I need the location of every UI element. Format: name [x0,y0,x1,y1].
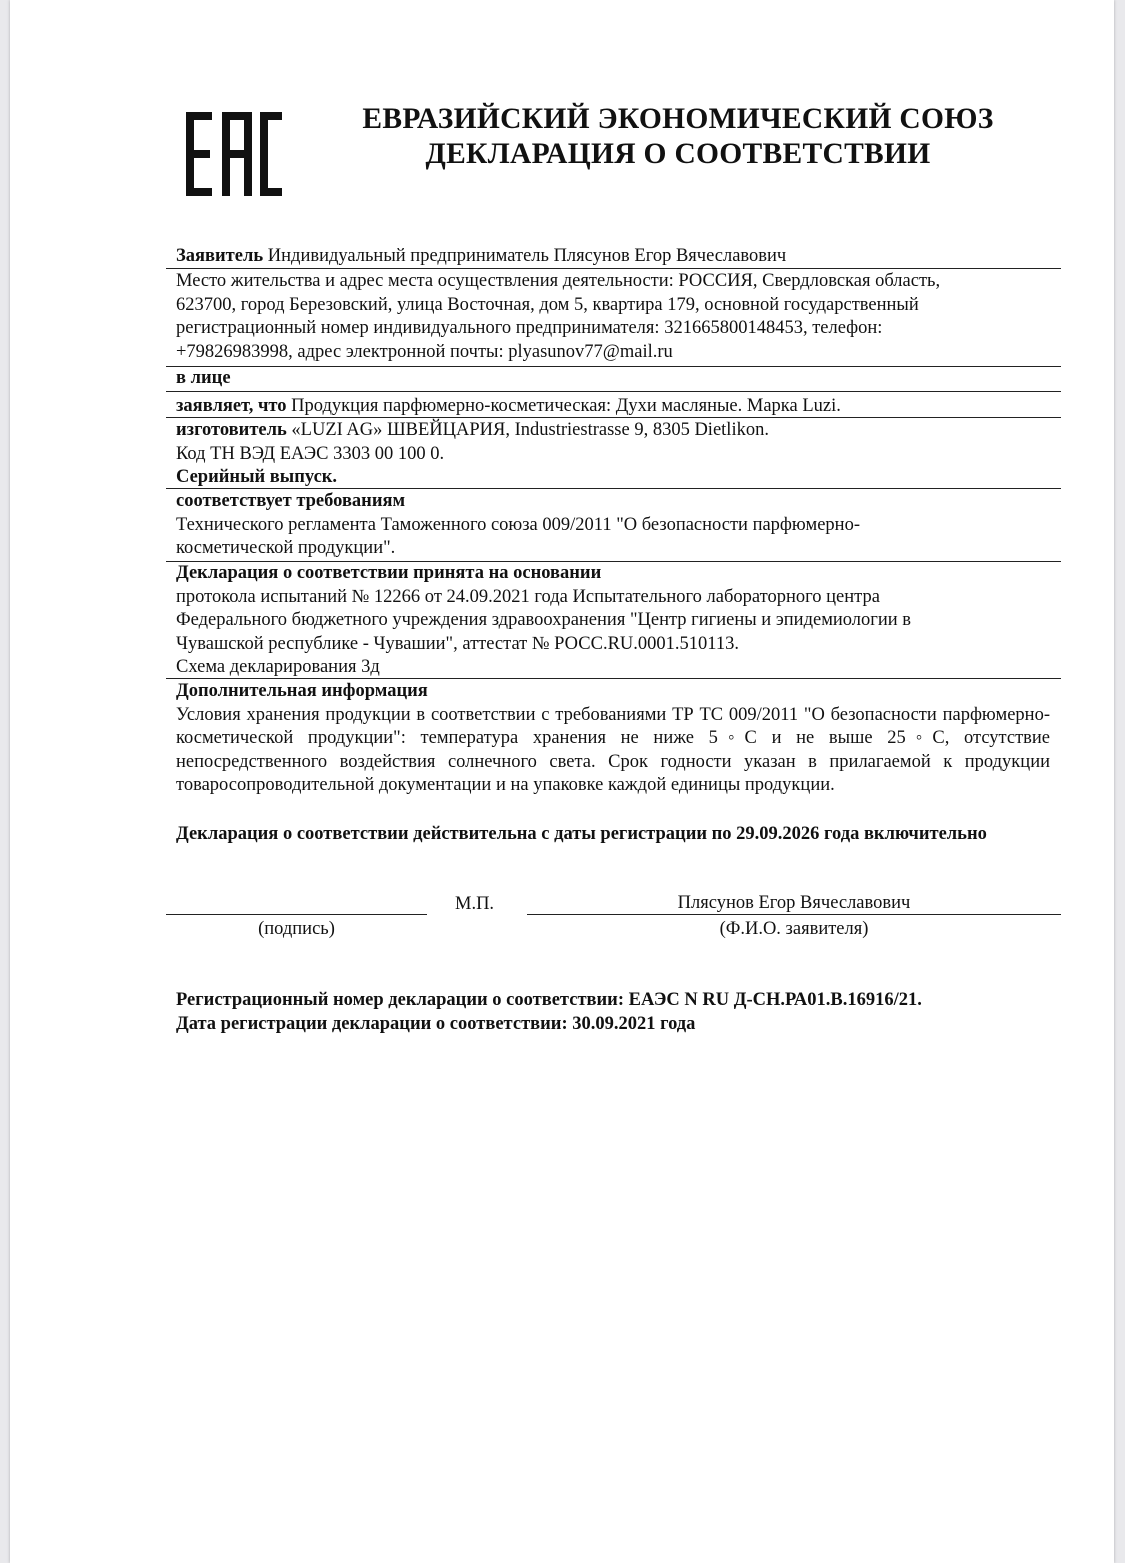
signature-caption: (подпись) [258,919,335,939]
represented-by-section [166,367,1061,391]
eac-logo [184,110,284,198]
declares-label: заявляет, что [176,396,287,416]
applicant-label: Заявитель [176,246,264,266]
basis-line: Чувашской республике - Чувашии", аттестат № РОСС.RU.0001.510113. [176,633,739,654]
basis-label: Декларация о соответствии принята на основании [176,563,602,583]
serial-release: Серийный выпуск. [176,467,338,487]
basis-line: протокола испытаний № 12266 от 24.09.2021 года Испытательного лабораторного центра [176,586,880,607]
title-line-declaration: ДЕКЛАРАЦИЯ О СООТВЕТСТВИИ [425,138,931,170]
applicant-value: Индивидуальный предприниматель Плясунов Егор Вячеславович [267,246,787,266]
divider [166,678,1061,679]
registration-date: Дата регистрации декларации о соответствии: 30.09.2021 года [176,1014,696,1034]
divider [166,488,1061,489]
applicant-full-name: Плясунов Егор Вячеславович [677,893,911,913]
basis-section [166,562,1061,680]
tn-ved-code: Код ТН ВЭД ЕАЭС 3303 00 100 0. [176,443,445,464]
applicant-address [166,270,1061,364]
validity-text: Декларация о соответствии действительна с даты регистрации по 29.09.2026 года включительно [176,824,987,844]
registration-number: Регистрационный номер декларации о соответствии: ЕАЭС N RU Д-CH.РА01.В.16916/21. [176,990,922,1010]
requirements-line: косметической продукции". [176,538,396,558]
additional-info-label: Дополнительная информация [176,681,428,701]
signature-line [166,914,427,915]
applicant-section [166,245,1061,269]
divider [166,268,1061,269]
declares-value: Продукция парфюмерно-косметическая: Духи масляные. Марка Luzi. [291,396,841,416]
title-line-union: ЕВРАЗИЙСКИЙ ЭКОНОМИЧЕСКИЙ СОЮЗ [362,103,994,135]
address-line: 623700, город Березовский, улица Восточная, дом 5, квартира 179, основной государственный [176,294,919,315]
additional-info-section [166,680,1061,798]
divider [166,391,1061,392]
manufacturer-label: изготовитель [176,420,287,440]
additional-info-text: Условия хранения продукции в соответствии с требованиями ТР ТС 009/2011 "О безопасности парфюмерно-косметической продукции": температура хранения не ниже 5◦С и не выше 25◦С, отсутствие непосредственного воздействия солнечного света. Срок годности указан в прилагаемой к продукции товаросопроводительной документации и на упаковке каждой единицы продукции. [176,704,1050,795]
declaration-scheme: Схема декларирования 3д [176,657,380,677]
requirements-line: Технического регламента Таможенного союза 009/2011 "О безопасности парфюмерно- [176,514,860,535]
represented-by-label: в лице [176,368,231,388]
requirements-section [166,490,1061,561]
basis-line: Федерального бюджетного учреждения здравоохранения "Центр гигиены и эпидемиологии в [176,610,912,630]
address-line: +79826983998, адрес электронной почты: plyasunov77@mail.ru [176,341,673,362]
name-caption: (Ф.И.О. заявителя) [719,919,869,939]
validity-section [166,823,1061,846]
address-line: регистрационный номер индивидуального предпринимателя: 321665800148453, телефон: [176,318,883,338]
document-title [310,102,1046,172]
manufacturer-section [166,419,1061,490]
requirements-label: соответствует требованиям [176,491,406,511]
declares-section [166,395,1061,419]
manufacturer-value: «LUZI AG» ШВЕЙЦАРИЯ, Industriestrasse 9, 8305 Dietlikon. [291,420,769,440]
stamp-label: М.П. [455,894,495,914]
address-line: Место жительства и адрес места осуществления деятельности: РОССИЯ, Свердловская область, [176,271,941,291]
divider [166,417,1061,418]
